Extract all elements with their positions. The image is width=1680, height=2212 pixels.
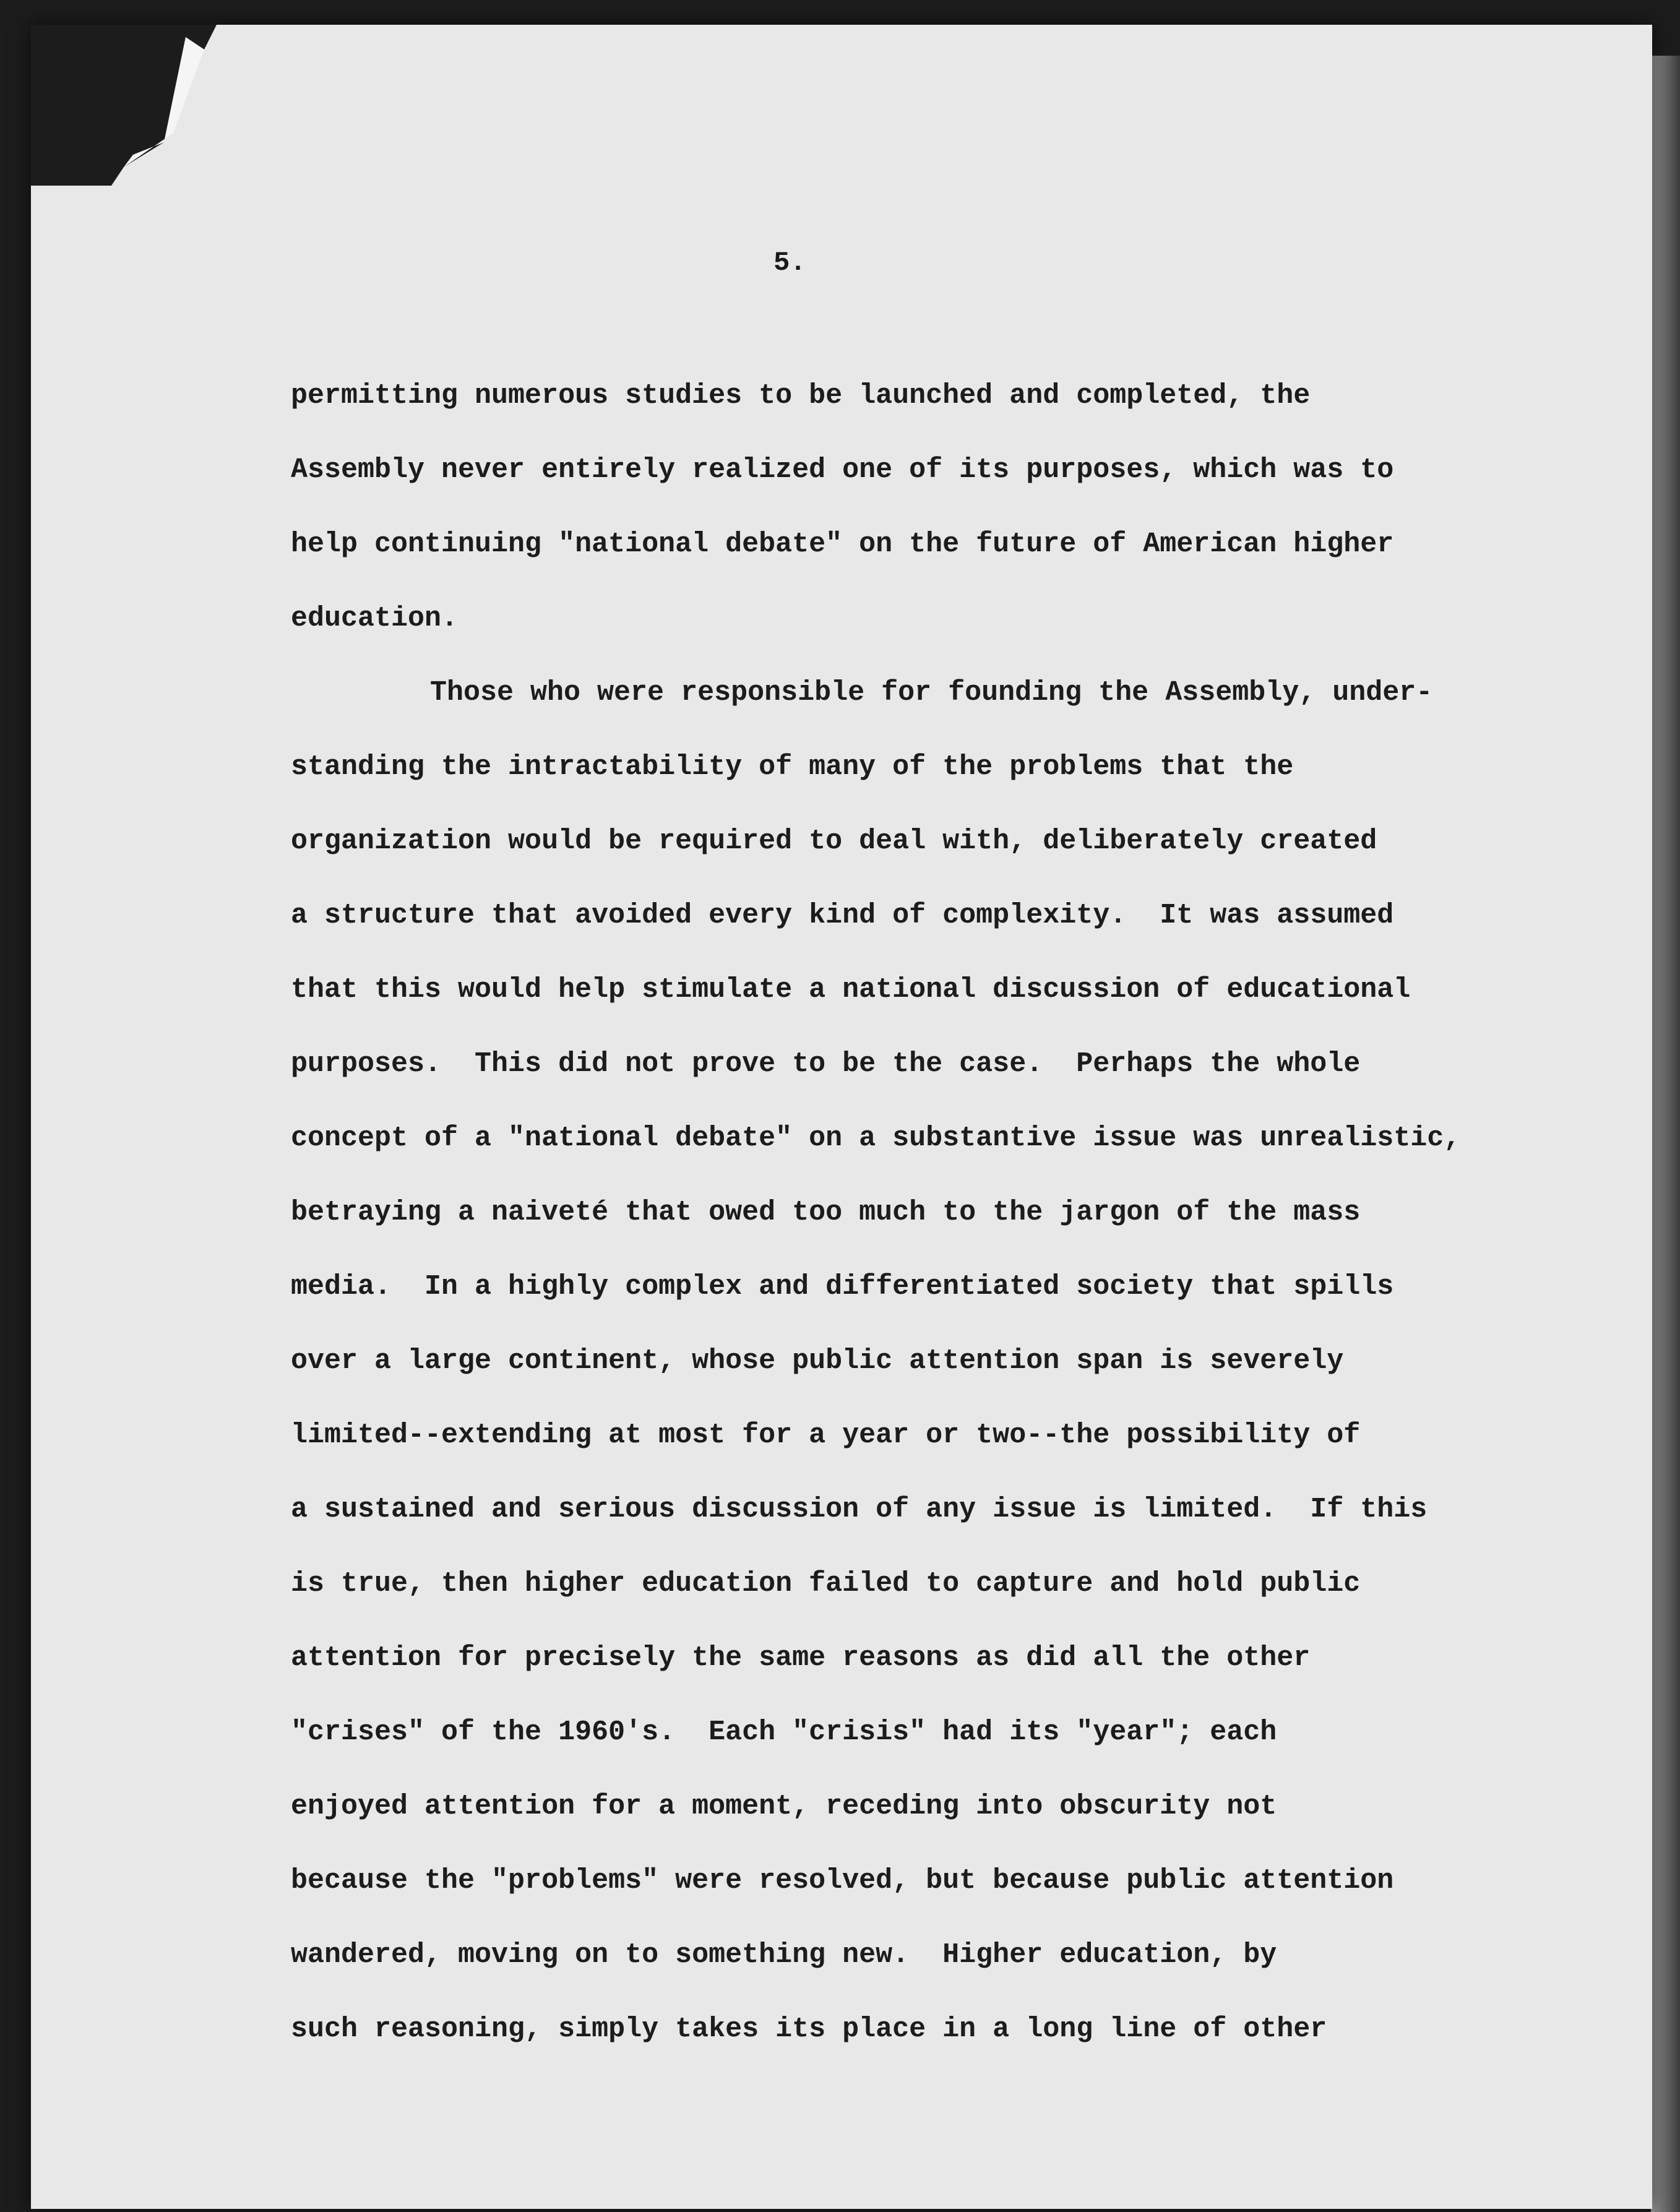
text-line: such reasoning, simply takes its place in a long line of other — [291, 2013, 1327, 2045]
text-line: organization would be required to deal with, deliberately created — [291, 825, 1377, 857]
text-line: concept of a "national debate" on a substantive issue was unrealistic, — [291, 1122, 1461, 1154]
page-number: 5. — [773, 247, 806, 278]
text-line: purposes. This did not prove to be the case. Perhaps the whole — [291, 1048, 1361, 1080]
text-line: "crises" of the 1960's. Each "crisis" had its "year"; each — [291, 1716, 1277, 1748]
text-line: education. — [291, 603, 459, 634]
text-line: is true, then higher education failed to capture and hold public — [291, 1568, 1361, 1599]
paragraph-start-line: Those who were responsible for founding the Assembly, under- — [430, 677, 1433, 708]
text-line: enjoyed attention for a moment, receding into obscurity not — [291, 1791, 1277, 1822]
text-line: standing the intractability of many of the problems that the — [291, 751, 1294, 783]
text-line: Assembly never entirely realized one of its purposes, which was to — [291, 454, 1394, 486]
text-line: attention for precisely the same reasons as did all the other — [291, 1642, 1311, 1674]
text-line: a sustained and serious discussion of any issue is limited. If this — [291, 1494, 1428, 1525]
folded-corner — [31, 25, 291, 210]
text-line: a structure that avoided every kind of complexity. It was assumed — [291, 900, 1394, 931]
text-line: limited--extending at most for a year or two--the possibility of — [291, 1419, 1361, 1451]
text-line: media. In a highly complex and differentiated society that spills — [291, 1271, 1394, 1302]
text-line: that this would help stimulate a national discussion of educational — [291, 974, 1411, 1005]
text-line: permitting numerous studies to be launched and completed, the — [291, 380, 1311, 411]
typed-page — [31, 25, 1652, 2209]
text-line: betraying a naiveté that owed too much to the jargon of the mass — [291, 1197, 1361, 1228]
body-text — [291, 359, 1671, 2067]
text-line: wandered, moving on to something new. Higher education, by — [291, 1939, 1277, 1971]
text-line: over a large continent, whose public attention span is severely — [291, 1345, 1344, 1377]
text-line: because the "problems" were resolved, but because public attention — [291, 1865, 1394, 1896]
text-line: help continuing "national debate" on the future of American higher — [291, 528, 1394, 560]
